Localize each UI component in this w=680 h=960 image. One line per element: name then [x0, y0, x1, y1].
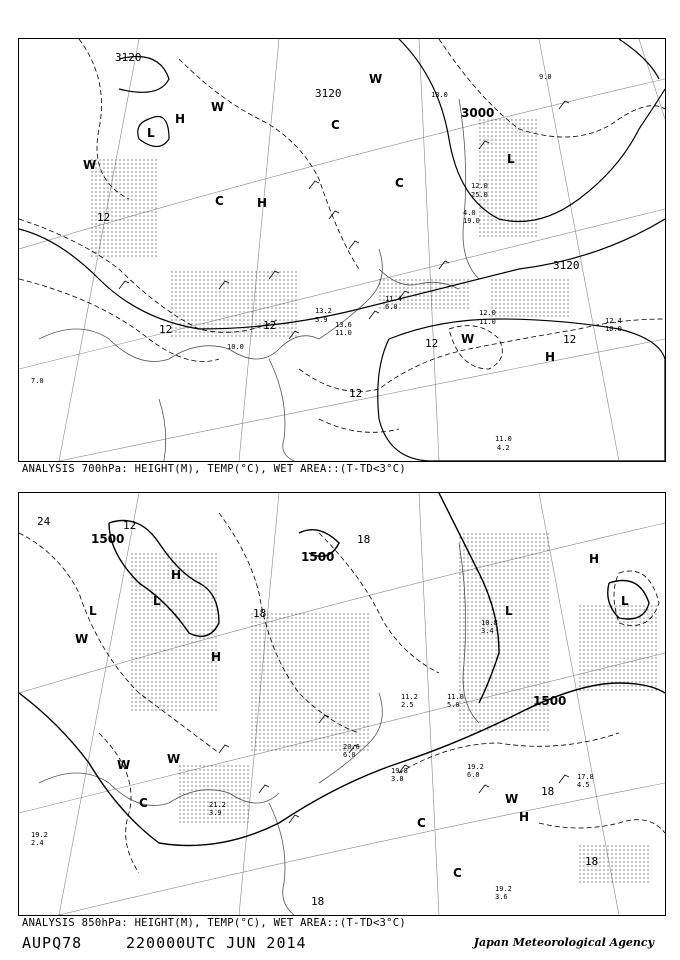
warm-center: W	[211, 100, 225, 114]
contour-label: 12	[123, 519, 137, 532]
station-dewpoint-depression: 2.4	[31, 839, 44, 847]
station-dewpoint-depression: 2.5	[401, 701, 414, 709]
station-dewpoint-depression: 5.9	[315, 316, 328, 324]
station-dewpoint-depression: 3.6	[495, 893, 508, 901]
station-temp: 11.4	[385, 295, 402, 303]
station-temp: 13.0	[431, 91, 448, 99]
station-temp: 13.2	[315, 307, 332, 315]
warm-center: W	[369, 72, 383, 86]
caption-850hpa: ANALYSIS 850hPa: HEIGHT(M), TEMP(°C), WET AREA::(T-TD<3°C)	[22, 917, 407, 929]
map-panel-700hpa	[18, 38, 666, 462]
contour-label: 1500	[301, 550, 335, 564]
high-center: H	[589, 552, 600, 566]
station-temp: 19.2	[495, 885, 512, 893]
station-dewpoint-depression: 6.0	[385, 303, 398, 311]
station-temp: 13.6	[335, 321, 352, 329]
warm-center: W	[461, 332, 475, 346]
station-temp: 20.6	[343, 743, 360, 751]
contour-label: 18	[585, 855, 599, 868]
chart-code: AUPQ78	[22, 934, 83, 952]
contour-label: 1500	[533, 694, 567, 708]
station-dewpoint-depression: 11.0	[335, 329, 352, 337]
station-temp: 11.0	[447, 693, 464, 701]
cold-center: C	[395, 176, 404, 190]
cold-center: C	[139, 796, 148, 810]
low-center: L	[153, 594, 161, 608]
warm-center: W	[117, 758, 131, 772]
high-center: H	[175, 112, 186, 126]
station-dewpoint-depression: 6.0	[467, 771, 480, 779]
contour-label: 3120	[315, 87, 342, 100]
station-dewpoint-depression: 6.0	[343, 751, 356, 759]
map-700hpa	[19, 39, 665, 461]
station-temp: 19.2	[467, 763, 484, 771]
station-temp: 11.2	[401, 693, 418, 701]
contour-label: 18	[253, 607, 267, 620]
station-temp: 12.0	[479, 309, 496, 317]
high-center: H	[519, 810, 530, 824]
cold-center: C	[215, 194, 224, 208]
contour-label: 12	[563, 333, 577, 346]
station-dewpoint-depression: 19.0	[463, 217, 480, 225]
station-temp: 17.8	[577, 773, 594, 781]
low-center: L	[507, 152, 515, 166]
station-dewpoint-depression: 4.5	[577, 781, 590, 789]
contour-label: 18	[311, 895, 325, 908]
station-temp: 21.2	[209, 801, 226, 809]
valid-time: 220000UTC JUN 2014	[126, 934, 307, 952]
warm-center: W	[505, 792, 519, 806]
warm-center: W	[167, 752, 181, 766]
station-dewpoint-depression: 5.0	[447, 701, 460, 709]
contour-label: 3120	[115, 51, 142, 64]
contour-label: 3000	[461, 106, 495, 120]
station-dewpoint-depression: 3.9	[209, 809, 222, 817]
high-center: H	[257, 196, 268, 210]
station-dewpoint-depression: 4.2	[497, 444, 510, 452]
low-center: L	[89, 604, 97, 618]
station-dewpoint-depression: 3.4	[481, 627, 494, 635]
high-center: H	[171, 568, 182, 582]
caption-700hpa: ANALYSIS 700hPa: HEIGHT(M), TEMP(°C), WET AREA::(T-TD<3°C)	[22, 463, 407, 475]
station-temp: 12.4	[605, 317, 622, 325]
station-dewpoint-depression: 10.0	[605, 325, 622, 333]
contour-label: 12	[425, 337, 439, 350]
cold-center: C	[331, 118, 340, 132]
warm-center: W	[83, 158, 97, 172]
station-dewpoint-depression: 11.0	[479, 318, 496, 326]
contour-label: 12	[97, 211, 111, 224]
high-center: H	[545, 350, 556, 364]
contour-label: 18	[541, 785, 555, 798]
low-center: L	[505, 604, 513, 618]
low-center: L	[147, 126, 155, 140]
contour-label: 24	[37, 515, 51, 528]
contour-label: 18	[357, 533, 371, 546]
wet-area-700	[89, 119, 569, 339]
station-temp: 9.0	[539, 73, 552, 81]
station-temp: 19.8	[391, 767, 408, 775]
station-temp: 10.0	[227, 343, 244, 351]
map-panel-850hpa	[18, 492, 666, 916]
station-temp: 10.8	[481, 619, 498, 627]
station-temp: 25.0	[471, 191, 488, 199]
contour-label: 12	[159, 323, 173, 336]
contour-label: 12	[263, 319, 277, 332]
warm-center: W	[75, 632, 89, 646]
station-temp: 7.0	[31, 377, 44, 385]
contour-label: 3120	[553, 259, 580, 272]
agency-name: Japan Meteorological Agency	[473, 936, 654, 949]
high-center: H	[211, 650, 222, 664]
contour-label: 1500	[91, 532, 125, 546]
station-dewpoint-depression: 3.8	[391, 775, 404, 783]
low-center: L	[621, 594, 629, 608]
cold-center: C	[417, 816, 426, 830]
station-temp: 4.0	[463, 209, 476, 217]
station-temp: 19.2	[31, 831, 48, 839]
station-dewpoint-depression: 12.0	[471, 182, 488, 190]
station-temp: 11.0	[495, 435, 512, 443]
cold-center: C	[453, 866, 462, 880]
contour-label: 12	[349, 387, 363, 400]
map-850hpa	[19, 493, 665, 915]
